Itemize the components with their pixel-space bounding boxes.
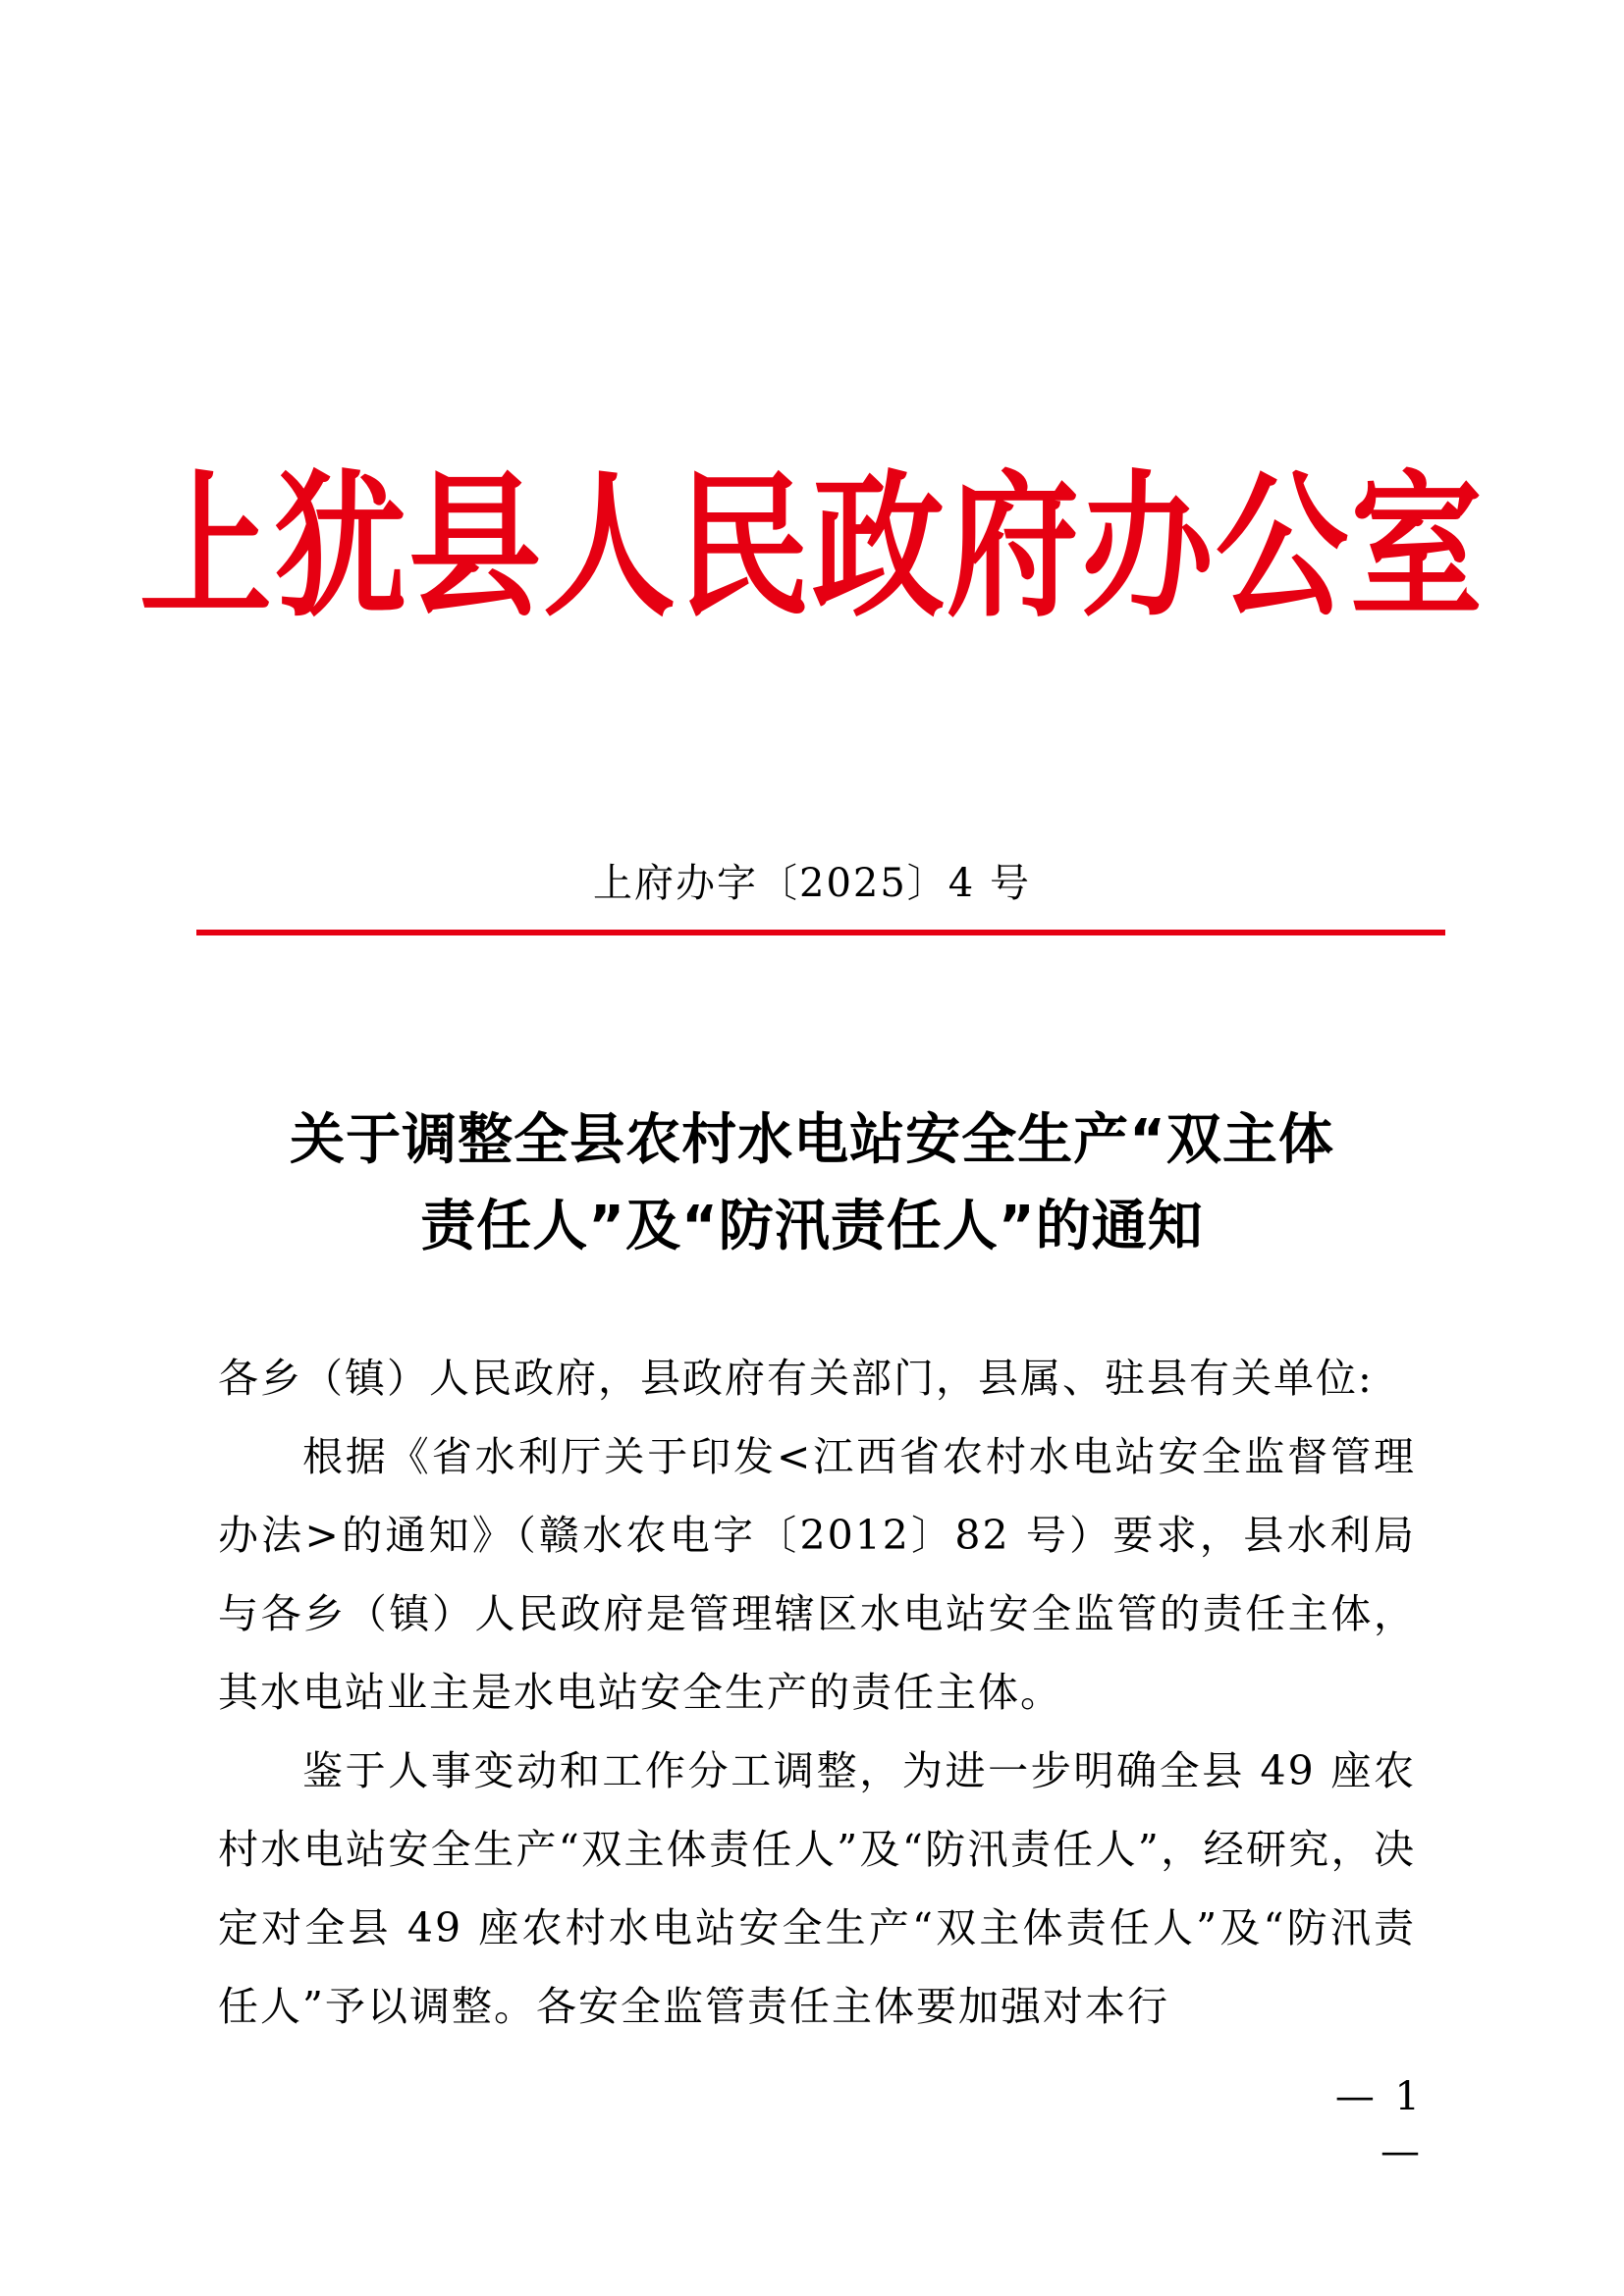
- addressee: 各乡（镇）人民政府，县政府有关部门，县属、驻县有关单位:: [218, 1355, 1374, 1402]
- title-line-2: 责任人”及“防汛责任人”的通知: [420, 1195, 1204, 1258]
- document-number: 上府办字〔2025〕4 号: [593, 861, 1031, 906]
- red-separator-line: [196, 930, 1445, 935]
- issuer-masthead: 上犹县人民政府办公室: [139, 455, 1485, 639]
- title-line-1: 关于调整全县农村水电站安全生产“双主体: [290, 1108, 1334, 1172]
- paragraph-2: 鉴于人事变动和工作分工调整，为进一步明确全县 49 座农村水电站安全生产“双主体责任人”及“防汛责任人”，经研究，决定对全县 49 座农村水电站安全生产“双主体责任人”及“防汛责任人”予以调整。各安全监管责任主体要加强对本行: [218, 1747, 1416, 2030]
- paragraph-1: 根据《省水利厅关于印发<江西省农村水电站安全监督管理办法>的通知》（赣水农电字〔2012〕82 号）要求，县水利局与各乡（镇）人民政府是管理辖区水电站安全监管的责任主体，其水电站业主是水电站安全生产的责任主体。: [218, 1433, 1416, 1716]
- document-body: [218, 1339, 1416, 2046]
- document-title: [0, 1097, 1624, 1270]
- page-number: — 1 —: [1334, 2074, 1424, 2174]
